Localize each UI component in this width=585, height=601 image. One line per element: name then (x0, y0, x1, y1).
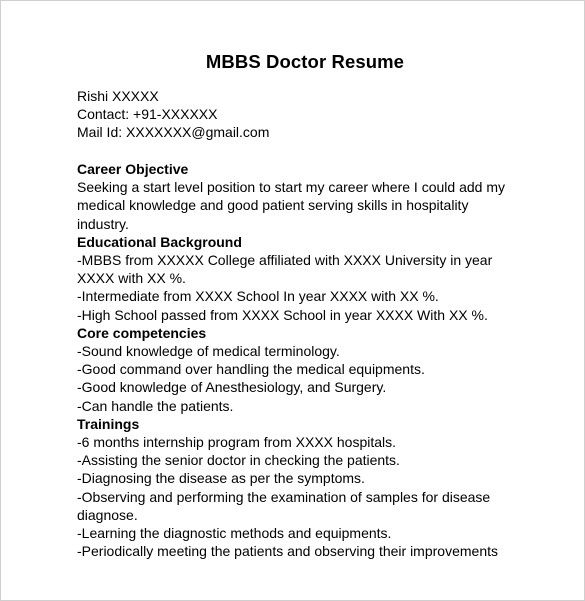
education-line: -High School passed from XXXX School in year XXXX With XX %. (77, 306, 488, 323)
career-objective-line: industry. (77, 215, 129, 232)
education-line: XXXX with XX %. (77, 270, 186, 287)
training-line: -6 months internship program from XXXX hospitals. (77, 434, 397, 451)
education-line: -MBBS from XXXXX College affiliated with XXXX University in year (77, 252, 493, 269)
career-objective-line: Seeking a start level position to start my career where I could add my (77, 179, 505, 196)
career-objective-heading: Career Objective (77, 161, 189, 177)
training-line: diagnose. (77, 506, 138, 523)
contact-phone: Contact: +91-XXXXXX (77, 106, 218, 123)
competency-line: -Good knowledge of Anesthesiology, and Surgery. (77, 379, 387, 396)
resume-content (77, 87, 507, 560)
candidate-name: Rishi XXXXX (77, 88, 159, 104)
training-line: -Observing and performing the examination of samples for disease (77, 488, 491, 505)
competencies-heading: Core competencies (77, 324, 207, 341)
training-line: -Assisting the senior doctor in checking the patients. (77, 452, 400, 469)
training-line: -Periodically meeting the patients and observing their improvements (77, 543, 498, 560)
trainings-heading: Trainings (77, 415, 140, 432)
document-title: MBBS Doctor Resume (205, 51, 405, 72)
education-line: -Intermediate from XXXX School In year XXXX with XX %. (77, 288, 439, 305)
competency-line: -Good command over handling the medical equipments. (77, 361, 425, 378)
education-heading: Educational Background (77, 233, 242, 250)
contact-email: Mail Id: XXXXXXX@gmail.com (77, 124, 270, 141)
training-line: -Diagnosing the disease as per the symptoms. (77, 470, 365, 487)
competency-line: -Sound knowledge of medical terminology. (77, 343, 340, 360)
competency-line: -Can handle the patients. (77, 397, 234, 414)
section-spacer (77, 142, 507, 160)
career-objective-line: medical knowledge and good patient serving skills in hospitality (77, 197, 469, 214)
training-line: -Learning the diagnostic methods and equipments. (77, 525, 392, 542)
